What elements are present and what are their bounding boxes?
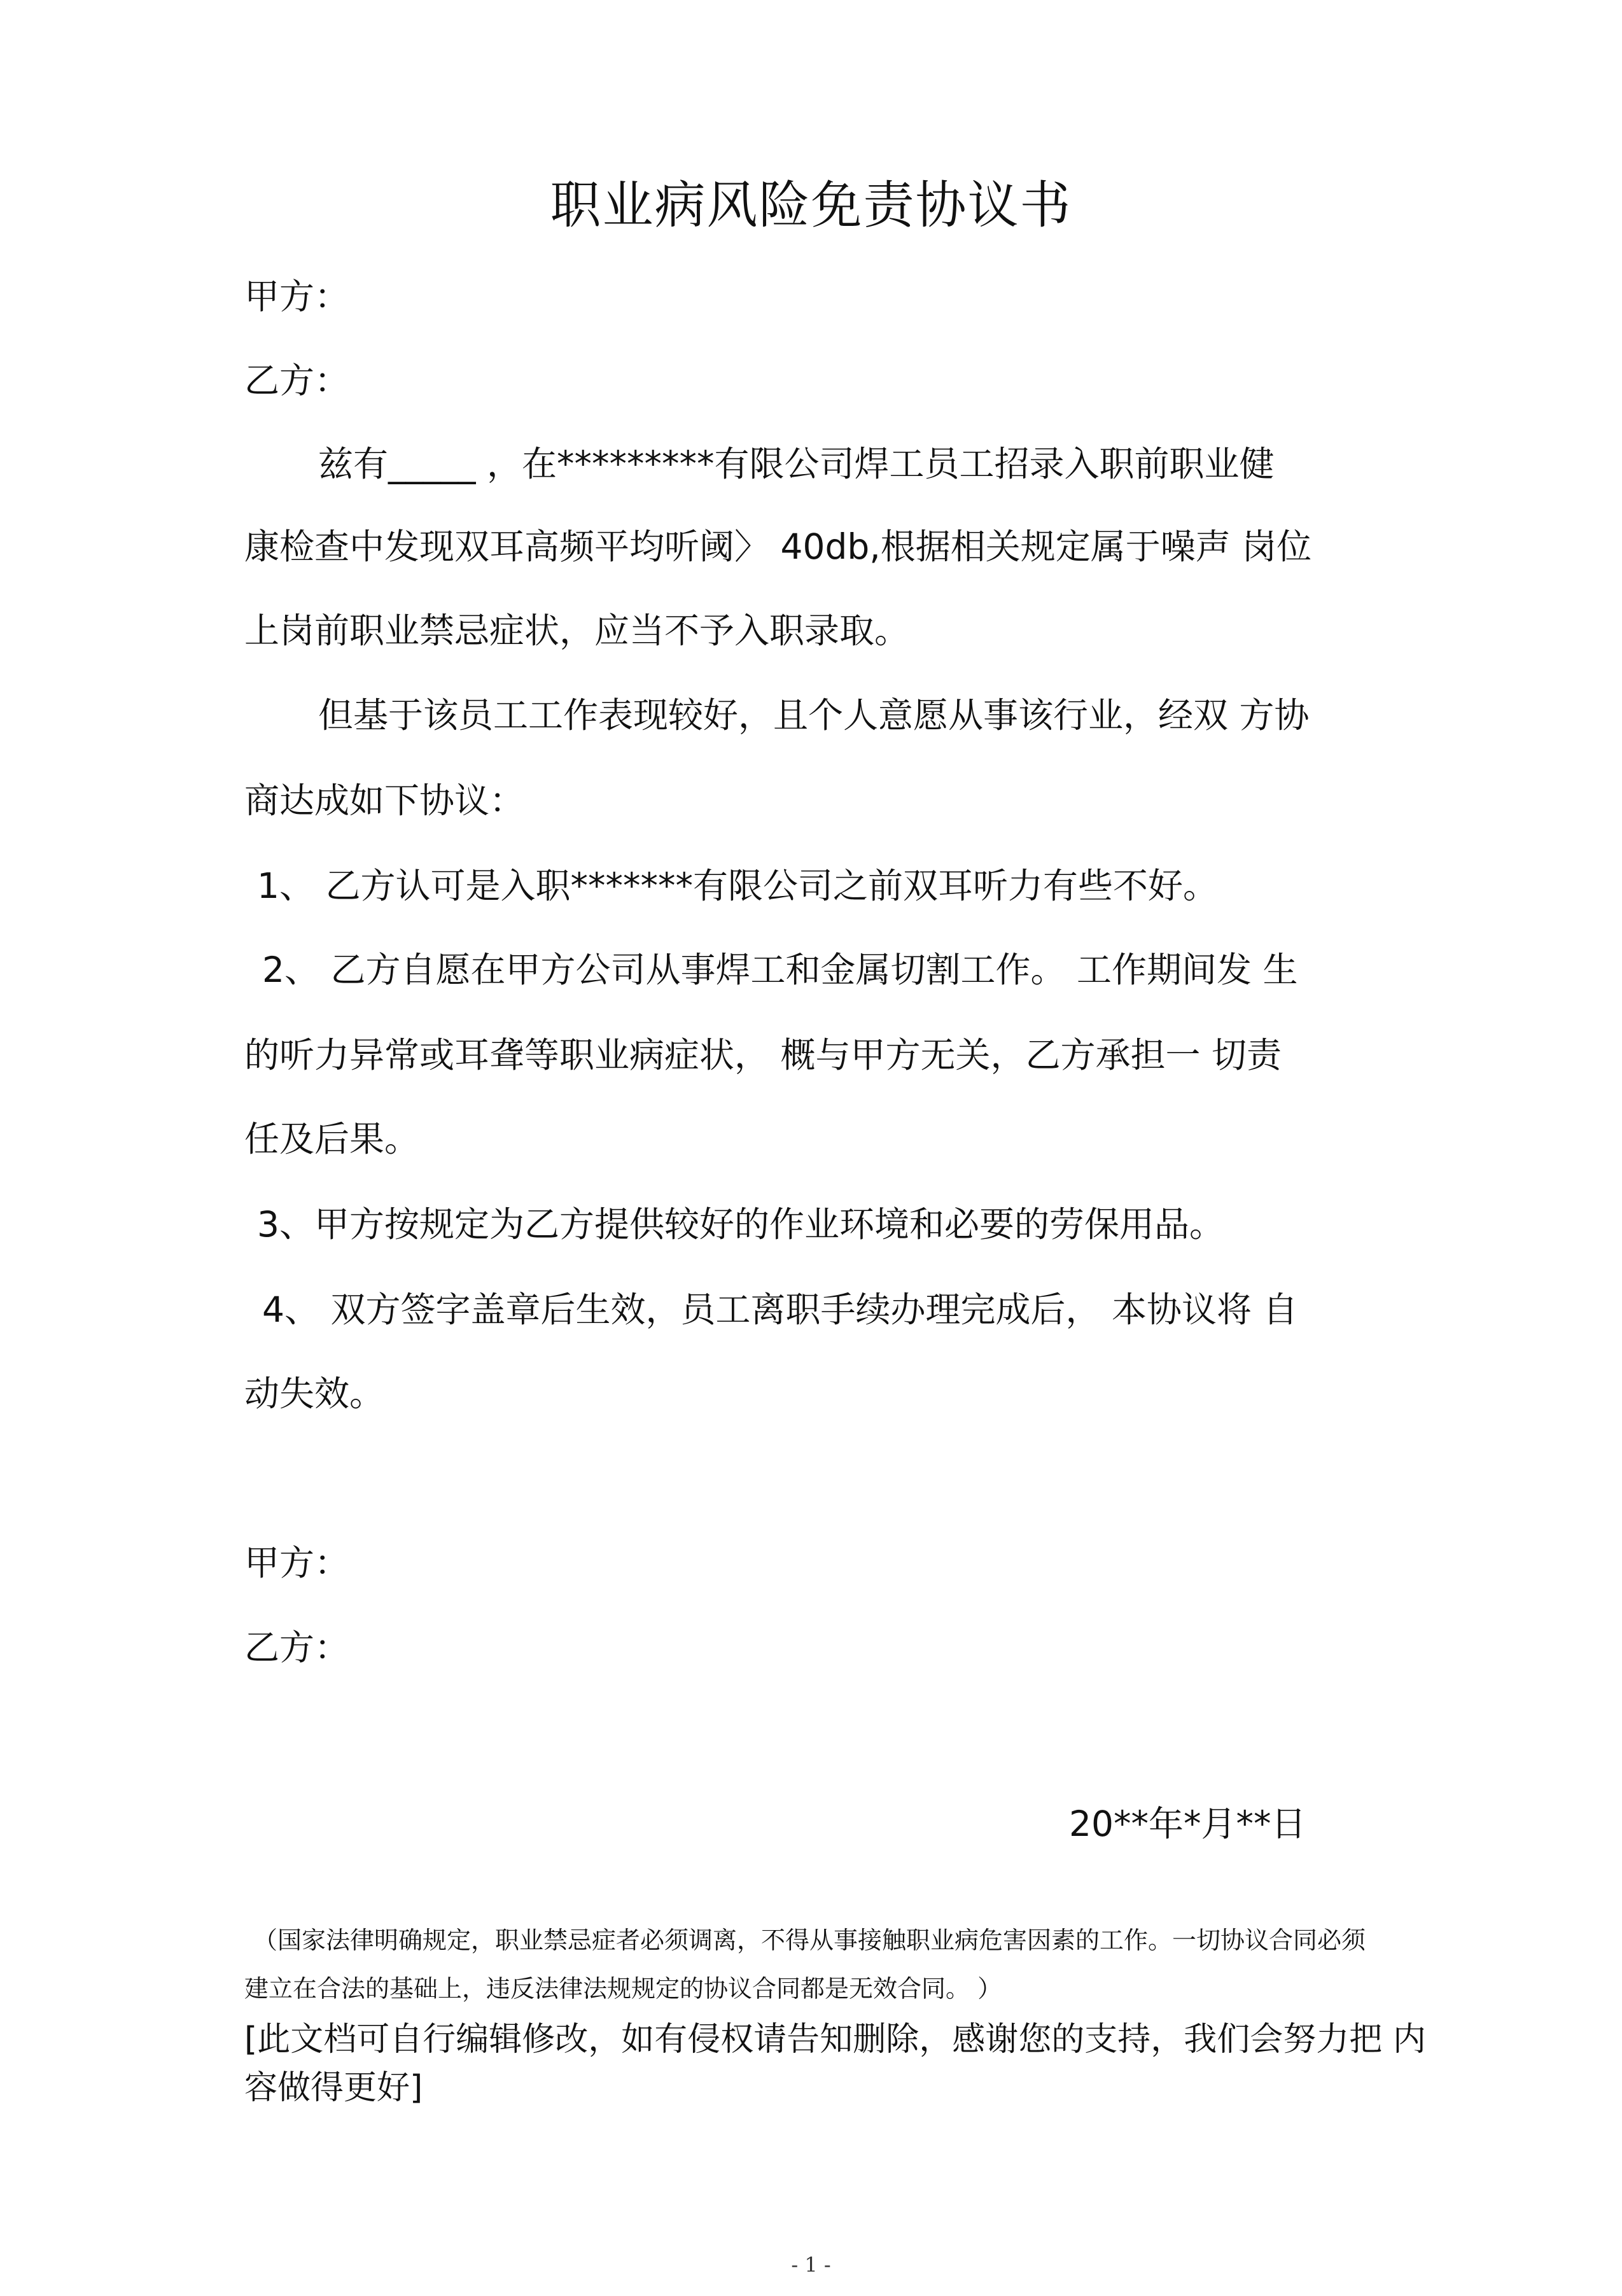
disclaimer-line-2: 容做得更好] — [244, 2069, 423, 2107]
clause-4-line-1: 4、 双方签字盖章后生效，员工离职手续办理完成后， 本协议将 自 — [262, 1289, 1298, 1330]
legal-note-line-1: （国家法律明确规定，职业禁忌症者必须调离，不得从事接触职业病危害因素的工作。一切协议合同必须 — [253, 1926, 1366, 1954]
signature-party-a: 甲方： — [244, 1543, 350, 1583]
clause-2-line-2: 的听力异常或耳聋等职业病症状， 概与甲方无关，乙方承担一 切责 — [244, 1035, 1282, 1075]
page-number: - 1 - — [791, 2253, 831, 2277]
signature-party-b: 乙方： — [244, 1627, 350, 1668]
clause-2-line-3: 任及后果。 — [244, 1119, 420, 1159]
clause-4-line-2: 动失效。 — [244, 1373, 385, 1414]
clause-3: 3、甲方按规定为乙方提供较好的作业环境和必要的劳保用品。 — [257, 1204, 1224, 1245]
party-a-label: 甲方： — [244, 276, 350, 317]
disclaimer-line-1: [此文档可自行编辑修改，如有侵权请告知删除，感谢您的支持，我们会努力把 内 — [244, 2020, 1426, 2059]
clause-2-line-1: 2、 乙方自愿在甲方公司从事焊工和金属切割工作。 工作期间发 生 — [262, 949, 1298, 990]
intro-line-1: 兹有_____ ，在*********有限公司焊工员工招录入职前职业健 — [318, 444, 1275, 484]
basis-line-1: 但基于该员工工作表现较好，且个人意愿从事该行业，经双 方协 — [318, 695, 1310, 736]
legal-note-line-2: 建立在合法的基础上，违反法律法规规定的协议合同都是无效合同。 ） — [244, 1975, 1002, 2003]
party-b-label: 乙方： — [244, 360, 350, 401]
basis-line-2: 商达成如下协议： — [244, 780, 525, 821]
clause-1: 1、 乙方认可是入职*******有限公司之前双耳听力有些不好。 — [257, 865, 1218, 906]
document-title: 职业病风险免责协议书 — [550, 176, 1072, 235]
intro-line-3: 上岗前职业禁忌症状，应当不予入职录取。 — [244, 610, 910, 651]
signature-date: 20**年*月**日 — [1069, 1803, 1306, 1844]
intro-line-2: 康检查中发现双耳高频平均听阈〉 40db,根据相关规定属于噪声 岗位 — [244, 526, 1312, 567]
